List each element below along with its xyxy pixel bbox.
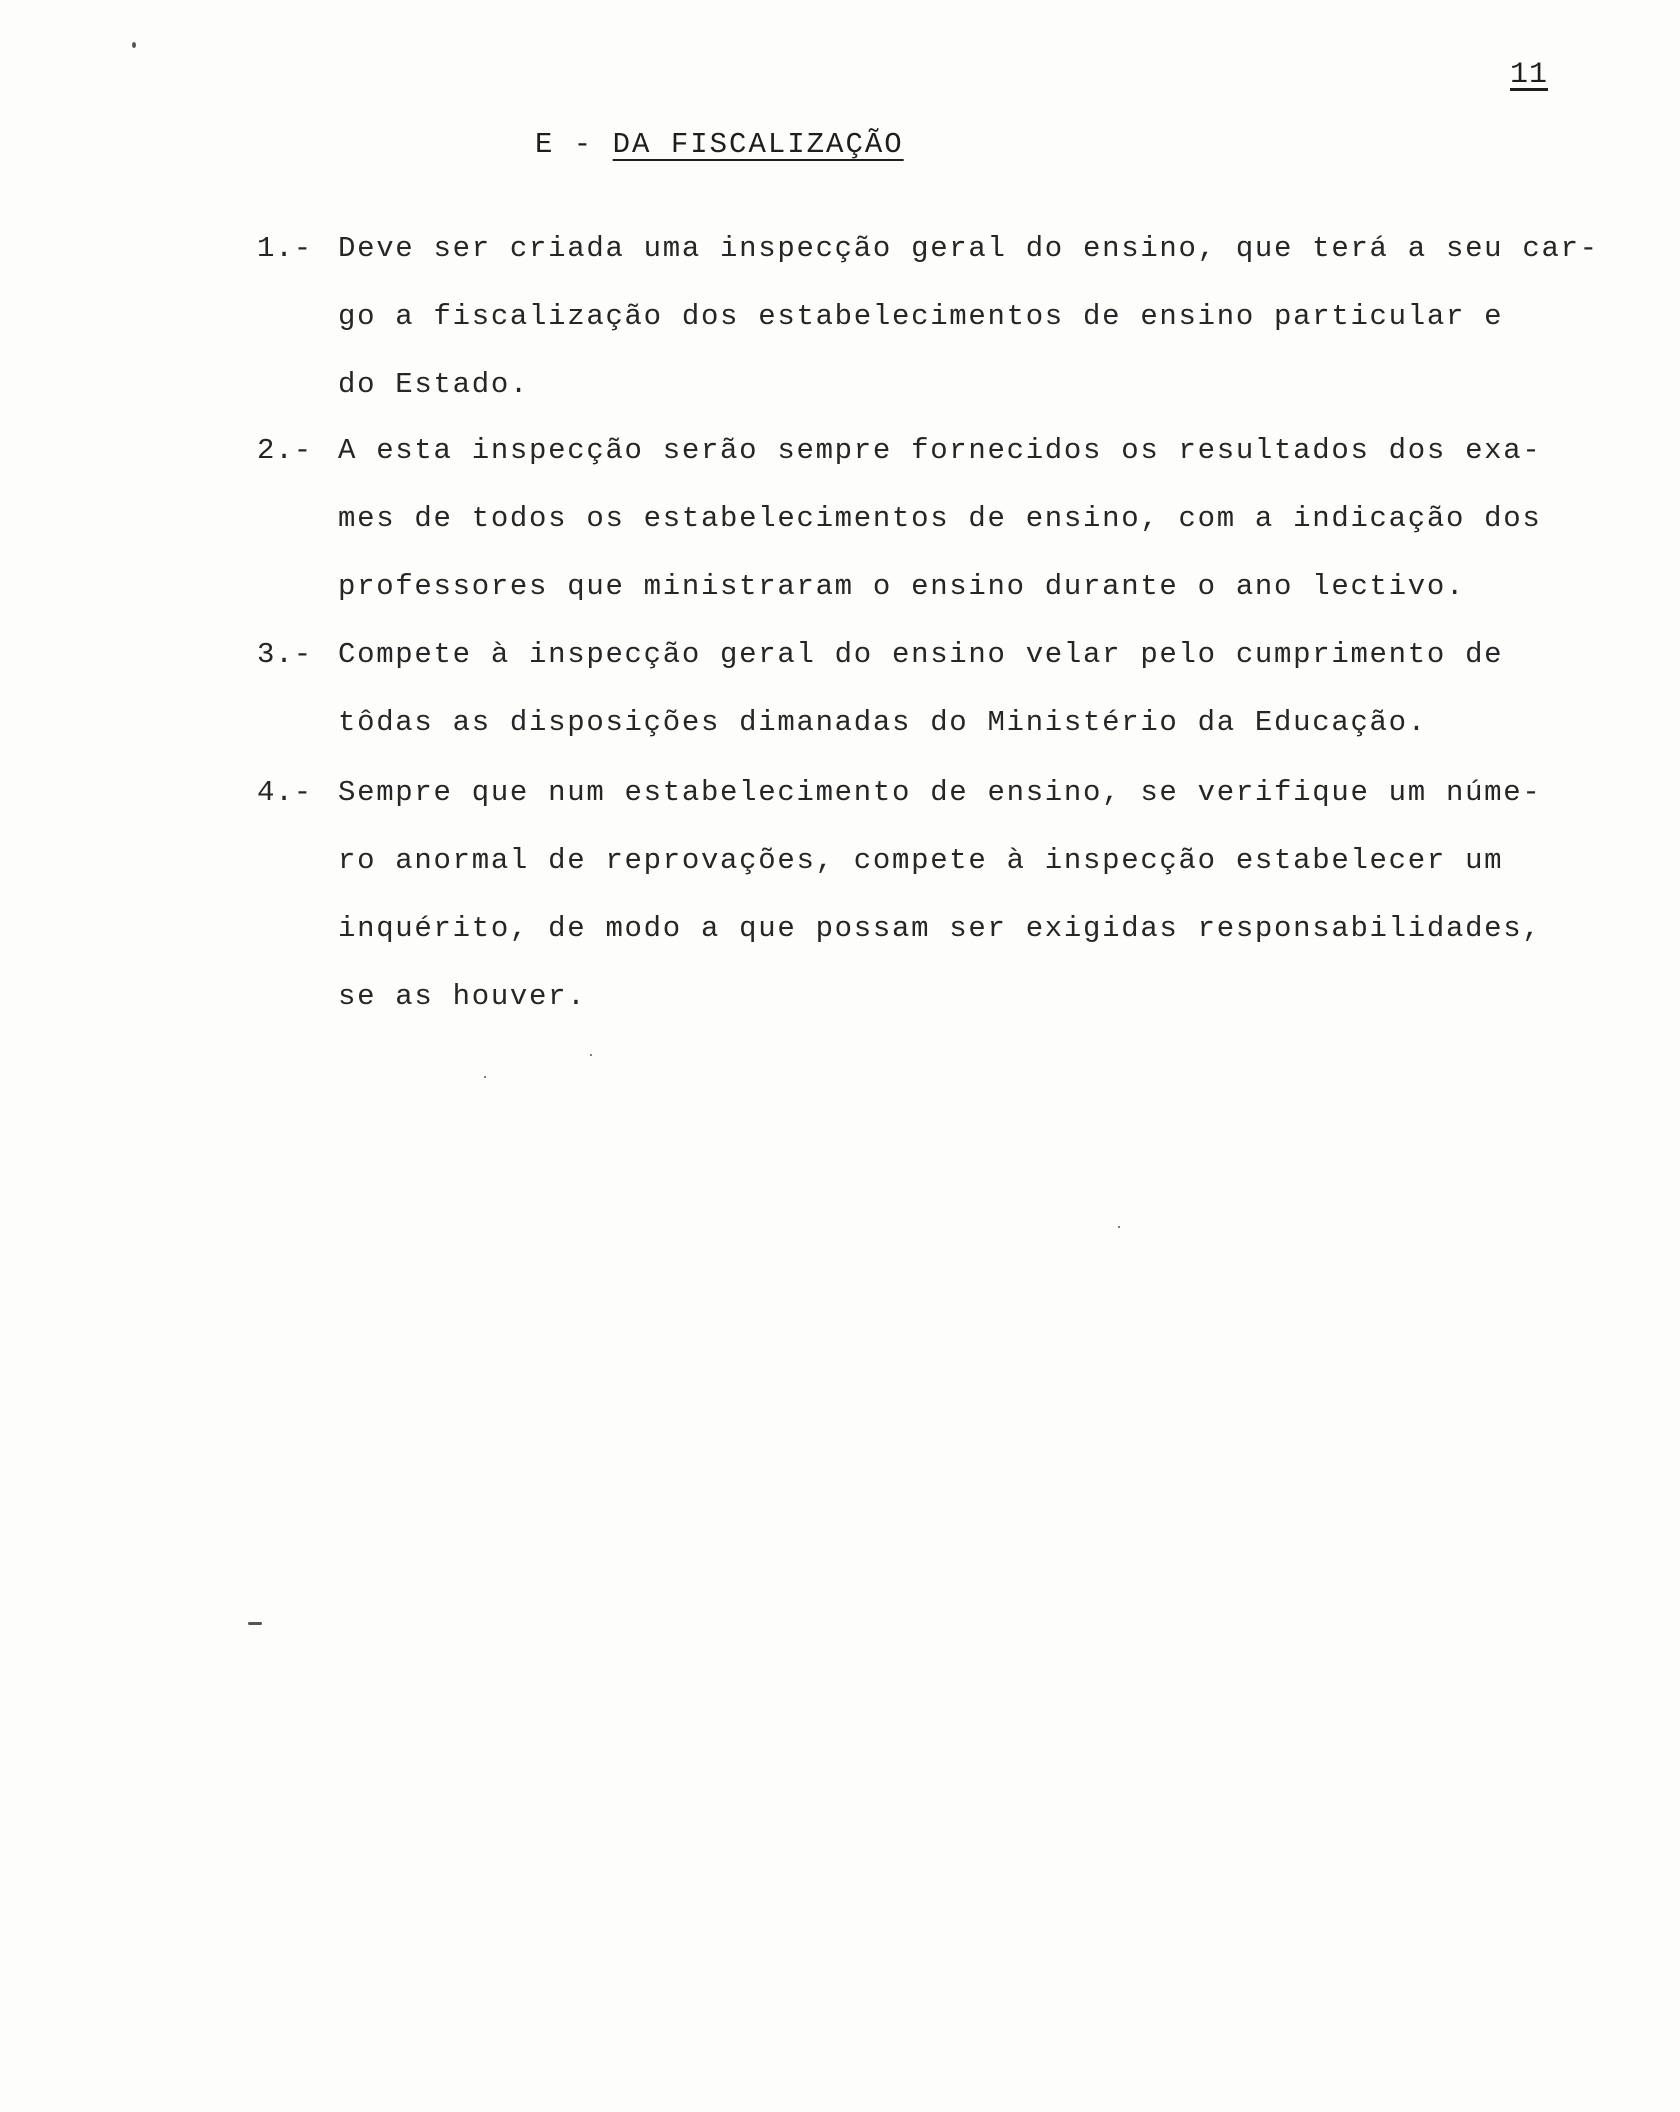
section-title: DA FISCALIZAÇÃO — [612, 128, 904, 161]
item-number: 3.- — [257, 638, 313, 671]
item-line: se as houver. — [338, 980, 587, 1013]
item-line: do Estado. — [338, 368, 530, 401]
item-number: 4.- — [257, 776, 313, 809]
item-line: professores que ministraram o ensino durante o ano lectivo. — [338, 570, 1466, 603]
item-number: 1.- — [257, 232, 313, 265]
scan-speck — [590, 1054, 592, 1056]
item-line: go a fiscalização dos estabelecimentos de ensino particular e — [338, 300, 1504, 333]
section-letter: E - — [535, 128, 594, 161]
page-number: 11 — [1510, 58, 1549, 92]
scan-speck — [132, 42, 136, 48]
item-line: ro anormal de reprovações, compete à inspecção estabelecer um — [338, 844, 1504, 877]
scan-speck — [248, 1622, 262, 1625]
item-line: Compete à inspecção geral do ensino velar pelo cumprimento de — [338, 638, 1504, 671]
section-heading — [535, 128, 904, 161]
scan-speck — [484, 1076, 486, 1078]
item-line: inquérito, de modo a que possam ser exigidas responsabilidades, — [338, 912, 1542, 945]
item-line: tôdas as disposições dimanadas do Ministério da Educação. — [338, 706, 1427, 739]
scan-speck — [1118, 1226, 1120, 1228]
item-line: A esta inspecção serão sempre fornecidos os resultados dos exa- — [338, 434, 1542, 467]
item-line: Deve ser criada uma inspecção geral do ensino, que terá a seu car- — [338, 232, 1599, 265]
item-line: mes de todos os estabelecimentos de ensino, com a indicação dos — [338, 502, 1542, 535]
item-line: Sempre que num estabelecimento de ensino, se verifique um núme- — [338, 776, 1542, 809]
item-number: 2.- — [257, 434, 313, 467]
